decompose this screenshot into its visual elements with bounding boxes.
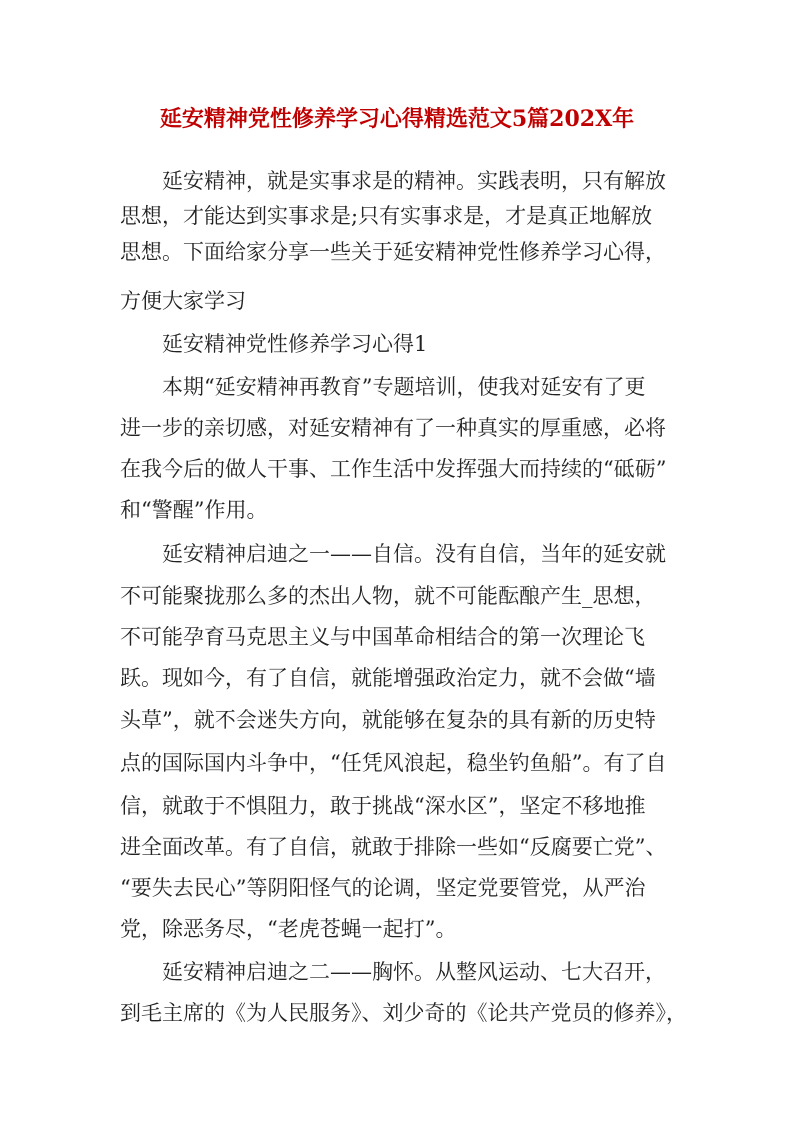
paragraph-line: 不可能孕育马克思主义与中国革命相结合的第一次理论飞 [120,625,645,649]
paragraph-line: 党，除恶务尽，“老虎苍蝇一起打”。 [120,917,457,941]
paragraph-line: 跃。现如今，有了自信，就能增强政治定力，就不会做“墙 [120,666,656,690]
paragraph-line: 延安精神启迪之一——自信。没有自信，当年的延安就 [162,542,666,566]
paragraph-line: 进一步的亲切感，对延安精神有了一种真实的厚重感，必将 [120,416,666,440]
section-heading: 延安精神党性修养学习心得1 [162,332,428,356]
paragraph-line: 进全面改革。有了自信，就敢于排除一些如“反腐要亡党”、 [120,835,667,859]
paragraph-line: 延安精神启迪之二——胸怀。从整风运动、七大召开， [162,960,666,984]
paragraph-line: 在我今后的做人干事、工作生活中发挥强大而持续的“砥砺” [120,457,667,481]
paragraph-line: 思想。下面给家分享一些关于延安精神党性修养学习心得， [120,240,666,264]
paragraph-line: 不可能聚拢那么多的杰出人物，就不可能酝酿产生_思想， [120,584,656,608]
paragraph-line: 信，就敢于不惧阻力，敢于挑战“深水区”，坚定不移地推 [120,794,646,818]
paragraph-line: 头草”，就不会迷失方向，就能够在复杂的具有新的历史特 [120,708,656,732]
paragraph-line: 延安精神，就是实事求是的精神。实践表明，只有解放 [162,169,666,193]
paragraph-line: 和“警醒”作用。 [120,498,268,522]
document-title: 延安精神党性修养学习心得精选范文5篇202X年 [159,106,635,132]
paragraph-line: 点的国际国内斗争中，“任凭风浪起，稳坐钓鱼船”。有了自 [120,751,667,775]
paragraph-line: 到毛主席的《为人民服务》、刘少奇的《论共产党员的修养》， [120,1001,687,1025]
paragraph-line: 思想，才能达到实事求是;只有实事求是，才是真正地解放 [120,204,653,228]
paragraph-line: “要失去民心”等阴阳怪气的论调，坚定党要管党，从严治 [120,876,646,900]
paragraph-line: 方便大家学习 [120,289,246,313]
paragraph-line: 本期“延安精神再教育”专题培训，使我对延安有了更 [162,375,646,399]
